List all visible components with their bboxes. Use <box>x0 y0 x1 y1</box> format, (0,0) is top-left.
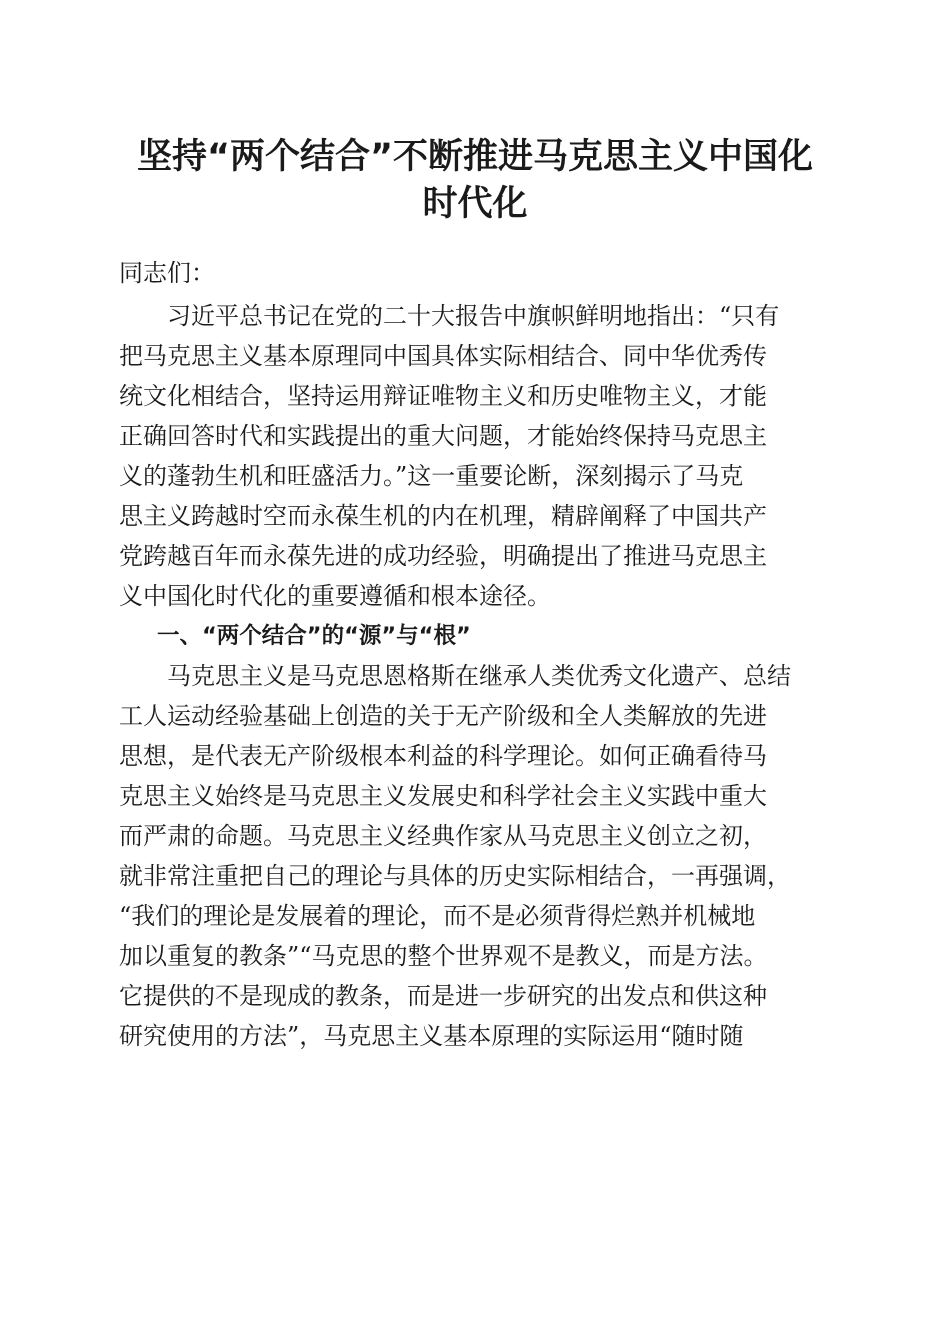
document-title <box>100 134 850 228</box>
title-line: 坚持“两个结合”不断推进马克思主义中国化 <box>136 137 813 177</box>
paragraph-line: 克思主义始终是马克思主义发展史和科学社会主义实践中重大 <box>119 782 767 810</box>
paragraph-line: 党跨越百年而永葆先进的成功经验，明确提出了推进马克思主 <box>119 542 767 570</box>
document-body <box>119 253 839 1056</box>
paragraph-line: 加以重复的教条”“马克思的整个世界观不是教义，而是方法。 <box>119 942 768 970</box>
paragraph-line: 正确回答时代和实践提出的重大问题，才能始终保持马克思主 <box>119 422 767 450</box>
paragraph-line: “我们的理论是发展着的理论，而不是必须背得烂熟并机械地 <box>119 902 756 930</box>
paragraph-line: 思主义跨越时空而永葆生机的内在机理，精辟阐释了中国共产 <box>119 502 767 530</box>
paragraph-line: 它提供的不是现成的教条，而是进一步研究的出发点和供这种 <box>119 982 767 1010</box>
paragraph-line: 就非常注重把自己的理论与具体的历史实际相结合，一再强调， <box>119 862 791 890</box>
paragraph-section-one <box>119 656 839 1056</box>
paragraph-line: 而严肃的命题。马克思主义经典作家从马克思主义创立之初， <box>119 822 767 850</box>
paragraph-line: 把马克思主义基本原理同中国具体实际相结合、同中华优秀传 <box>119 342 767 370</box>
greeting: 同志们： <box>119 259 215 287</box>
paragraph-line: 统文化相结合，坚持运用辩证唯物主义和历史唯物主义，才能 <box>119 382 767 410</box>
paragraph-line: 义的蓬勃生机和旺盛活力。”这一重要论断，深刻揭示了马克 <box>119 462 744 490</box>
paragraph-line: 研究使用的方法”，马克思主义基本原理的实际运用“随时随 <box>119 1022 744 1050</box>
title-line: 时代化 <box>422 184 528 224</box>
paragraph-intro <box>119 296 839 616</box>
paragraph-line: 习近平总书记在党的二十大报告中旗帜鲜明地指出：“只有 <box>119 302 780 330</box>
section-heading: 一、“两个结合”的“源”与“根” <box>157 623 471 649</box>
paragraph-line: 思想，是代表无产阶级根本利益的科学理论。如何正确看待马 <box>119 742 767 770</box>
paragraph-line: 工人运动经验基础上创造的关于无产阶级和全人类解放的先进 <box>119 702 767 730</box>
paragraph-line: 义中国化时代化的重要遵循和根本途径。 <box>119 582 551 610</box>
paragraph-line: 马克思主义是马克思恩格斯在继承人类优秀文化遗产、总结 <box>119 662 791 690</box>
